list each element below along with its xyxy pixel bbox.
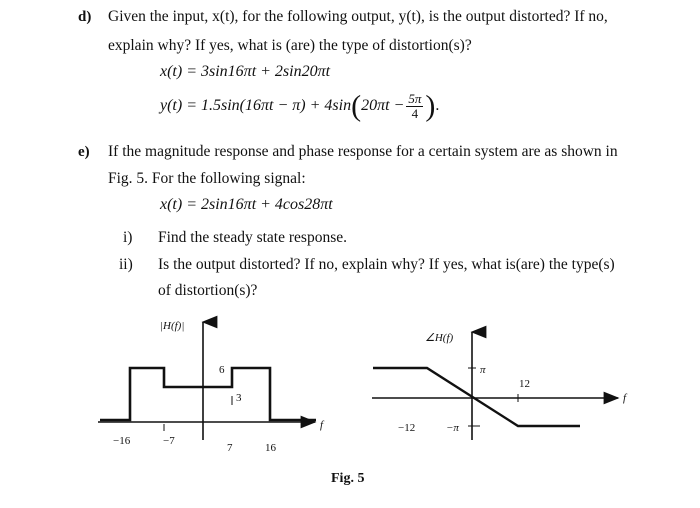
phase-x-tick-12: 12 bbox=[519, 378, 530, 390]
figure-caption: Fig. 5 bbox=[331, 471, 365, 486]
magnitude-x-axis-label: f bbox=[320, 419, 324, 431]
equation-output-main: y(t) = 1.5sin(16πt − π) + 4sin bbox=[160, 97, 352, 115]
sub-question-ii-line-1: Is the output distorted? If no, explain why? If yes, what is(are) the type(s) bbox=[158, 256, 615, 273]
magnitude-x-tick-16: 16 bbox=[265, 442, 276, 454]
sub-question-ii-label: ii) bbox=[119, 256, 133, 273]
question-d-equation-input: x(t) = 3sin16πt + 2sin20πt bbox=[160, 63, 331, 80]
open-paren: ( bbox=[351, 89, 362, 123]
magnitude-level-3: 3 bbox=[236, 392, 242, 404]
sub-question-i-label: i) bbox=[123, 229, 133, 246]
question-d-line-1: Given the input, x(t), for the following output, y(t), is the output distorted? If no, bbox=[108, 8, 608, 25]
magnitude-level-6: 6 bbox=[219, 364, 225, 376]
magnitude-x-tick-neg16: −16 bbox=[113, 435, 131, 447]
magnitude-x-tick-neg7: −7 bbox=[163, 435, 175, 447]
equation-output-arg: 20πt − bbox=[361, 97, 405, 115]
phase-x-axis-label: f bbox=[623, 392, 627, 404]
phase-fraction-denominator: 4 bbox=[411, 106, 419, 121]
sub-question-i-text: Find the steady state response. bbox=[158, 229, 347, 246]
magnitude-response-curve bbox=[100, 368, 316, 420]
phase-level-neg-pi: −π bbox=[446, 422, 459, 434]
magnitude-x-tick-7: 7 bbox=[227, 442, 233, 454]
magnitude-y-axis-label: |H(f)| bbox=[160, 320, 185, 332]
question-e-line-1: If the magnitude response and phase response for a certain system are as shown in bbox=[108, 143, 618, 160]
magnitude-plot bbox=[98, 320, 325, 454]
equation-output-end: . bbox=[435, 97, 440, 115]
phase-y-axis-label: ∠H(f) bbox=[425, 332, 454, 344]
phase-fraction-numerator: 5π bbox=[408, 91, 422, 106]
close-paren: ) bbox=[425, 89, 436, 123]
phase-plot bbox=[372, 332, 628, 440]
phase-response-curve bbox=[373, 368, 580, 426]
sub-question-ii-line-2: of distortion(s)? bbox=[158, 282, 258, 299]
phase-level-pi: π bbox=[480, 364, 486, 376]
question-d-label: d) bbox=[78, 9, 92, 25]
question-e-line-2: Fig. 5. For the following signal: bbox=[108, 170, 306, 187]
question-e-label: e) bbox=[78, 144, 90, 160]
phase-x-tick-neg12: −12 bbox=[398, 422, 416, 434]
question-e-equation: x(t) = 2sin16πt + 4cos28πt bbox=[160, 196, 333, 213]
question-d-line-2: explain why? If yes, what is (are) the type of distortion(s)? bbox=[108, 37, 472, 54]
